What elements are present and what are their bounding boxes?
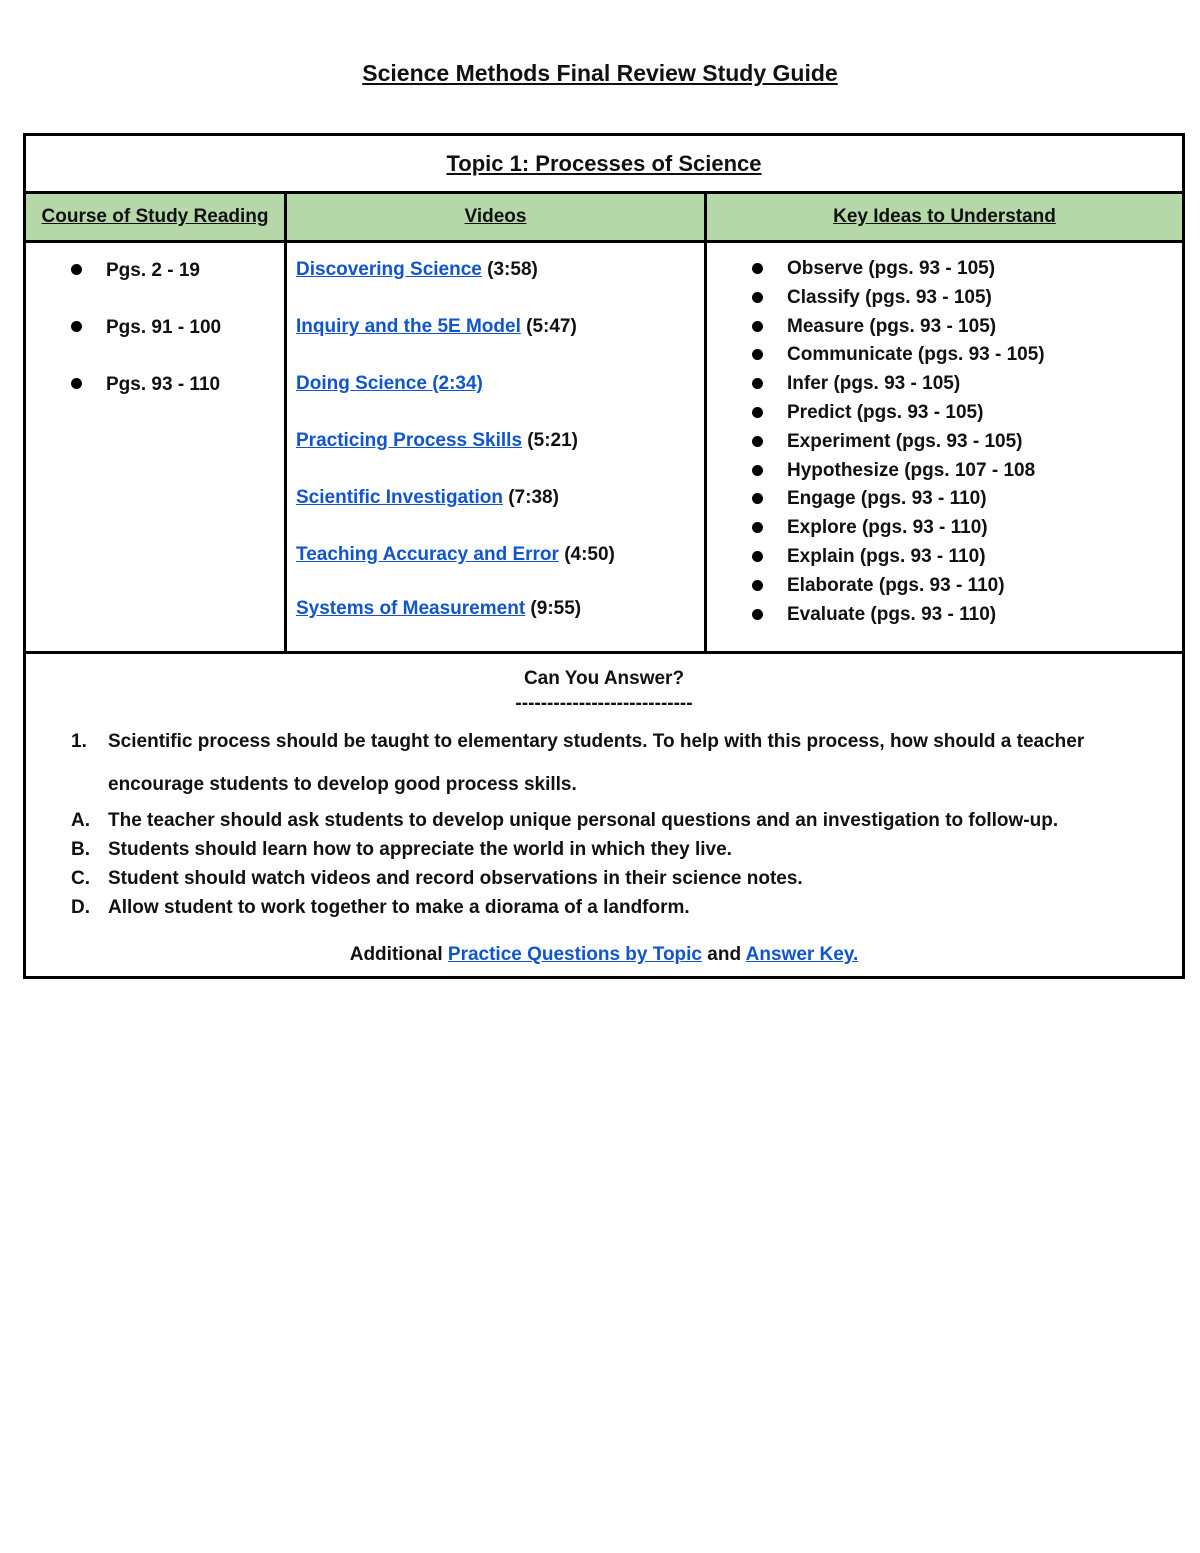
video-duration: (5:47) [520, 316, 577, 337]
choice-letter: C. [71, 868, 90, 889]
key-idea-item: Infer (pgs. 93 - 105) [707, 370, 1182, 399]
video-duration: (7:38) [502, 487, 559, 508]
key-ideas-list [707, 243, 1182, 629]
video-link[interactable]: Doing Science (2:34) [296, 373, 483, 394]
video-link[interactable]: Inquiry and the 5E Model [296, 316, 521, 337]
choice-text: Allow student to work together to make a diorama of a landform. [108, 897, 690, 918]
can-you-answer-section [25, 653, 1184, 978]
video-link[interactable]: Discovering Science [296, 259, 482, 280]
additional-resources [26, 940, 1182, 969]
video-item [296, 426, 704, 455]
question-number: 1. [71, 731, 87, 752]
question-item [26, 720, 1182, 806]
key-idea-item: Engage (pgs. 93 - 110) [707, 485, 1182, 514]
column-header-reading: Course of Study Reading [25, 193, 286, 242]
video-item [296, 312, 704, 341]
answer-key-link[interactable]: Answer Key. [745, 944, 859, 965]
video-link[interactable]: Scientific Investigation [296, 487, 503, 508]
key-idea-item: Hypothesize (pgs. 107 - 108 [707, 457, 1182, 486]
key-idea-item: Measure (pgs. 93 - 105) [707, 313, 1182, 342]
answer-choice [26, 864, 1182, 893]
video-item [296, 483, 704, 512]
choice-letter: A. [71, 810, 90, 831]
answer-choice [26, 806, 1182, 835]
key-idea-item: Evaluate (pgs. 93 - 110) [707, 601, 1182, 630]
key-idea-item: Classify (pgs. 93 - 105) [707, 284, 1182, 313]
key-ideas-cell [706, 242, 1184, 653]
video-duration: (3:58) [481, 259, 538, 280]
additional-middle: and [702, 944, 746, 965]
key-idea-item: Communicate (pgs. 93 - 105) [707, 341, 1182, 370]
key-idea-item: Experiment (pgs. 93 - 105) [707, 428, 1182, 457]
additional-prefix: Additional [349, 944, 448, 965]
video-duration: (5:21) [522, 430, 578, 451]
practice-questions-link[interactable]: Practice Questions by Topic [447, 944, 702, 965]
choice-text: The teacher should ask students to develop unique personal questions and an investigation to follow-up. [108, 810, 1059, 831]
key-idea-item: Observe (pgs. 93 - 105) [707, 255, 1182, 284]
video-item [296, 540, 704, 569]
video-item [296, 594, 704, 623]
answer-choices [26, 806, 1182, 922]
study-guide-table [23, 133, 1185, 979]
videos-list [287, 243, 704, 623]
reading-item: Pgs. 91 - 100 [26, 313, 284, 342]
video-item [296, 255, 704, 284]
document-title: Science Methods Final Review Study Guide [362, 60, 838, 86]
key-idea-item: Explore (pgs. 93 - 110) [707, 514, 1182, 543]
key-idea-item: Predict (pgs. 93 - 105) [707, 399, 1182, 428]
question-text: Scientific process should be taught to elementary students. To help with this process, how should a teacher encourage students to develop good process skills. [108, 731, 1085, 795]
video-item [296, 369, 704, 398]
column-header-ideas: Key Ideas to Understand [706, 193, 1184, 242]
choice-text: Student should watch videos and record observations in their science notes. [108, 868, 803, 889]
video-duration: (4:50) [558, 544, 615, 565]
answer-choice [26, 835, 1182, 864]
choice-text: Students should learn how to appreciate the world in which they live. [108, 839, 732, 860]
section-heading: Can You Answer? [523, 668, 685, 689]
videos-cell [286, 242, 706, 653]
choice-letter: B. [71, 839, 90, 860]
column-header-videos: Videos [286, 193, 706, 242]
reading-item: Pgs. 2 - 19 [26, 256, 284, 285]
answer-choice [26, 893, 1182, 922]
video-duration: (9:55) [525, 598, 582, 619]
video-link[interactable]: Systems of Measurement [296, 598, 526, 619]
key-idea-item: Explain (pgs. 93 - 110) [707, 543, 1182, 572]
key-idea-item: Elaborate (pgs. 93 - 110) [707, 572, 1182, 601]
reading-list [26, 243, 284, 399]
reading-item: Pgs. 93 - 110 [26, 370, 284, 399]
video-link[interactable]: Teaching Accuracy and Error [296, 544, 559, 565]
divider-line: ---------------------------- [515, 693, 693, 714]
reading-cell [25, 242, 286, 653]
choice-letter: D. [71, 897, 90, 918]
topic-title: Topic 1: Processes of Science [446, 150, 762, 176]
topic-header [25, 135, 1184, 193]
video-link[interactable]: Practicing Process Skills [296, 430, 523, 451]
